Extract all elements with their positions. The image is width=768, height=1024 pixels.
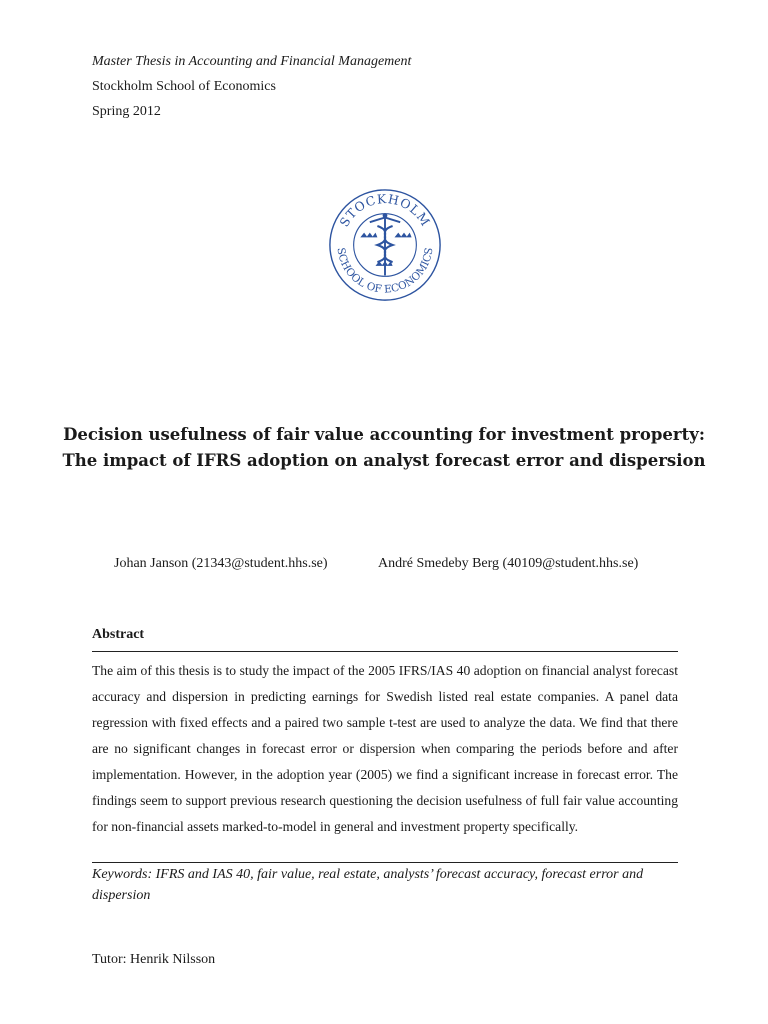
school-name: Stockholm School of Economics bbox=[92, 79, 276, 94]
author-1: Johan Janson (21343@student.hhs.se) bbox=[114, 556, 328, 571]
tutor: Tutor: Henrik Nilsson bbox=[92, 952, 216, 967]
seal-text-top: STOCKHOLM bbox=[337, 191, 433, 230]
term: Spring 2012 bbox=[92, 104, 161, 119]
thesis-title-line-1: Decision usefulness of fair value accounting for investment property: bbox=[63, 425, 705, 444]
abstract-bottom-rule bbox=[92, 862, 678, 863]
seal-text-bottom: SCHOOL OF ECONOMICS bbox=[334, 246, 436, 296]
abstract-top-rule bbox=[92, 651, 678, 652]
program-name: Master Thesis in Accounting and Financial Management bbox=[92, 54, 412, 69]
thesis-title bbox=[60, 422, 708, 474]
author-2: André Smedeby Berg (40109@student.hhs.se) bbox=[378, 556, 639, 571]
keywords: Keywords: IFRS and IAS 40, fair value, real estate, analysts’ forecast accuracy, forecast error and dispersion bbox=[92, 867, 644, 903]
thesis-title-line-2: The impact of IFRS adoption on analyst forecast error and dispersion bbox=[62, 451, 706, 470]
abstract-body: The aim of this thesis is to study the impact of the 2005 IFRS/IAS 40 adoption on financial analyst forecast accuracy and dispersion in predicting earnings for Swedish listed real estate companies. A panel data regression with fixed effects and a paired two sample t-test are used to analyze the data. We find that there are no significant changes in forecast error or dispersion when comparing the periods before and after implementation. However, in the adoption year (2005) we find a significant increase in forecast error. The findings seem to support previous research questioning the decision usefulness of full fair value accounting for non-financial assets marked-to-model in general and investment property specifically. bbox=[92, 663, 678, 834]
school-seal-logo bbox=[328, 188, 442, 302]
abstract-heading: Abstract bbox=[92, 627, 145, 642]
